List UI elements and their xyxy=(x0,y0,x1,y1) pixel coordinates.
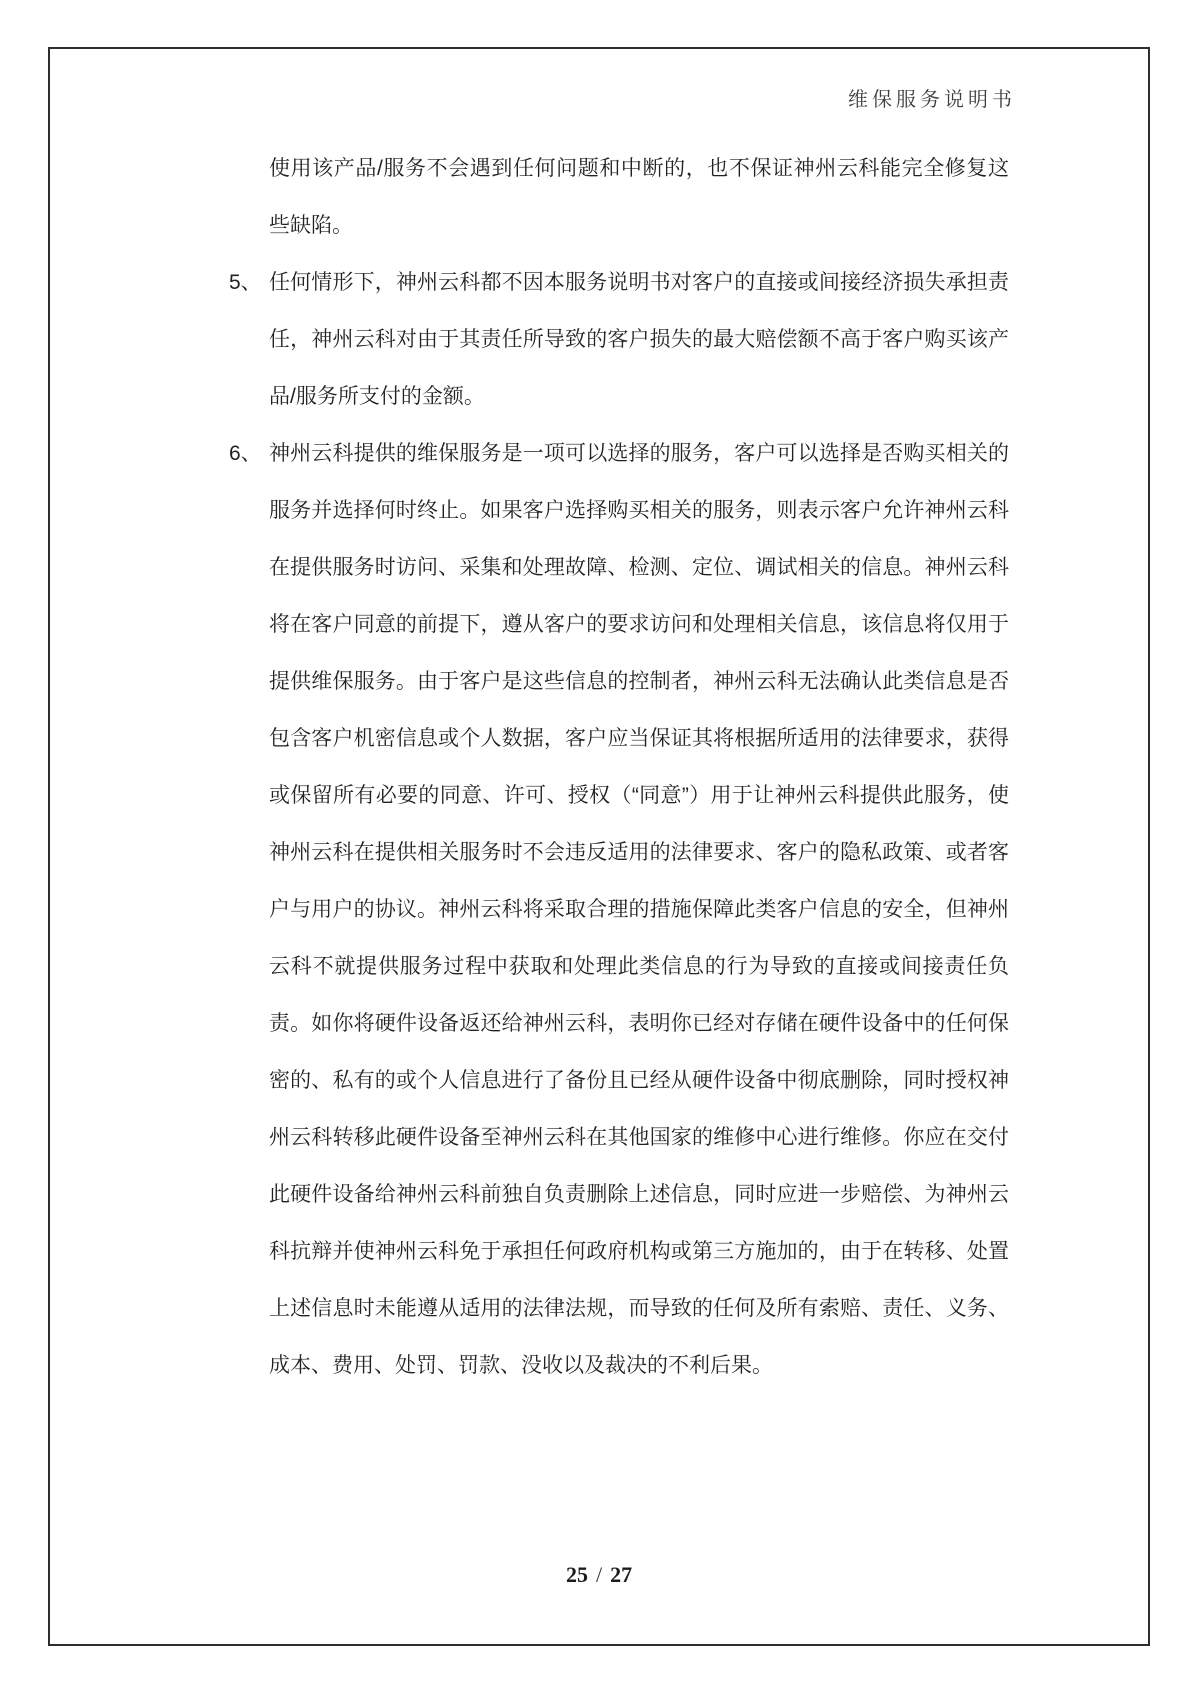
page-footer xyxy=(50,1562,1148,1588)
paragraph-continuation: 使用该产品/服务不会遇到任何问题和中断的，也不保证神州云科能完全修复这些缺陷。 xyxy=(269,157,1009,237)
paragraph-item-6: 神州云科提供的维保服务是一项可以选择的服务，客户可以选择是否购买相关的服务并选择何时终止。如果客户选择购买相关的服务，则表示客户允许神州云科在提供服务时访问、采集和处理故障、检测、定位、调试相关的信息。神州云科将在客户同意的前提下，遵从客户的要求访问和处理相关信息，该信息将仅用于提供维保服务。由于客户是这些信息的控制者，神州云科无法确认此类信息是否包含客户机密信息或个人数据，客户应当保证其将根据所适用的法律要求，获得或保留所有必要的同意、许可、授权（“同意”）用于让神州云科提供此服务，使神州云科在提供相关服务时不会违反适用的法律要求、客户的隐私政策、或者客户与用户的协议。神州云科将采取合理的措施保障此类客户信息的安全，但神州云科不就提供服务过程中获取和处理此类信息的行为导致的直接或间接责任负责。如你将硬件设备返还给神州云科，表明你已经对存储在硬件设备中的任何保密的、私有的或个人信息进行了备份且已经从硬件设备中彻底删除，同时授权神州云科转移此硬件设备至神州云科在其他国家的维修中心进行维修。你应在交付此硬件设备给神州云科前独自负责删除上述信息，同时应进一步赔偿、为神州云科抗辩并使神州云科免于承担任何政府机构或第三方施加的，由于在转移、处置上述信息时未能遵从适用的法律法规，而导致的任何及所有索赔、责任、义务、成本、费用、处罚、罚款、没收以及裁决的不利后果。 xyxy=(269,442,1009,1377)
list-item-6 xyxy=(229,425,1009,1394)
list-item-5 xyxy=(229,254,1009,425)
page-header-title: 维保服务说明书 xyxy=(848,89,1016,111)
paragraph-item-5: 任何情形下，神州云科都不因本服务说明书对客户的直接或间接经济损失承担责任，神州云科对由于其责任所导致的客户损失的最大赔偿额不高于客户购买该产品/服务所支付的金额。 xyxy=(269,271,1009,408)
document-content xyxy=(229,140,1009,1394)
list-item-continuation xyxy=(229,140,1009,254)
list-item-6-number: 6、 xyxy=(229,442,262,465)
current-page-number: 25 xyxy=(565,1562,588,1587)
total-page-number: 27 xyxy=(610,1562,633,1587)
page-number-separator: / xyxy=(595,1562,603,1587)
list-item-5-number: 5、 xyxy=(229,271,262,294)
page-border xyxy=(48,47,1150,1646)
